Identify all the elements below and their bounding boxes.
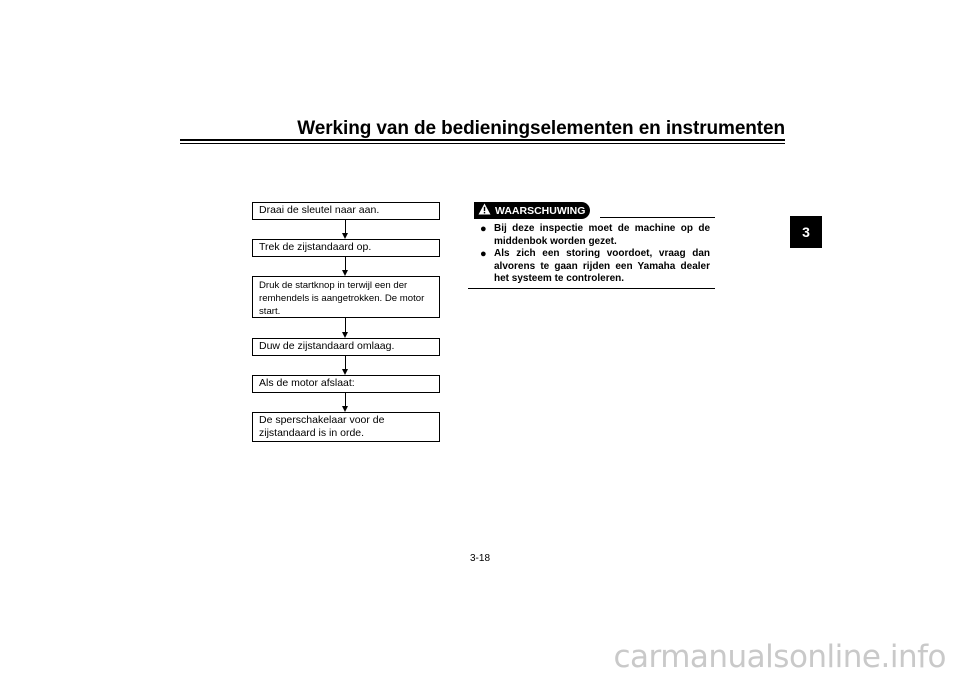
bullet-icon: ● (480, 248, 487, 261)
flow-step-4: Duw de zijstandaard omlaag. (252, 338, 440, 356)
warning-item-text: Bij deze inspectie moet de machine op de middenbok worden gezet. (494, 223, 710, 247)
warning-list (480, 223, 710, 286)
page-title: Werking van de bedieningselementen en instrumenten (297, 118, 785, 139)
header-rule-thin (180, 143, 785, 144)
flow-step-3: Druk de startknop in terwijl een der remhendels is aangetrokken. De motor start. (252, 276, 440, 318)
warning-rule-bottom (468, 288, 715, 289)
watermark: carmanualsonline.info (613, 639, 946, 675)
flow-connector (345, 393, 346, 406)
flow-connector (345, 356, 346, 369)
warning-badge (474, 202, 590, 219)
warning-item (480, 223, 710, 248)
bullet-icon: ● (480, 223, 487, 235)
warning-item (480, 248, 710, 286)
warning-label: WAARSCHUWING (495, 204, 586, 217)
flow-step-2: Trek de zijstandaard op. (252, 239, 440, 257)
page-number: 3-18 (469, 553, 490, 564)
chapter-tab: 3 (790, 216, 822, 248)
flow-step-6: De sperschakelaar voor de zijstandaard is in orde. (252, 412, 440, 442)
warning-rule-top (600, 217, 715, 218)
warning-triangle-icon (478, 203, 491, 218)
flow-step-5: Als de motor afslaat: (252, 375, 440, 393)
flow-step-1: Draai de sleutel naar aan. (252, 202, 440, 220)
flow-connector (345, 318, 346, 332)
warning-item-text: Als zich een storing voordoet, vraag dan alvorens te gaan rijden een Yamaha dealer het systeem te controleren. (494, 248, 710, 285)
flow-connector (345, 220, 346, 233)
flow-connector (345, 257, 346, 270)
header-rule (180, 139, 785, 141)
